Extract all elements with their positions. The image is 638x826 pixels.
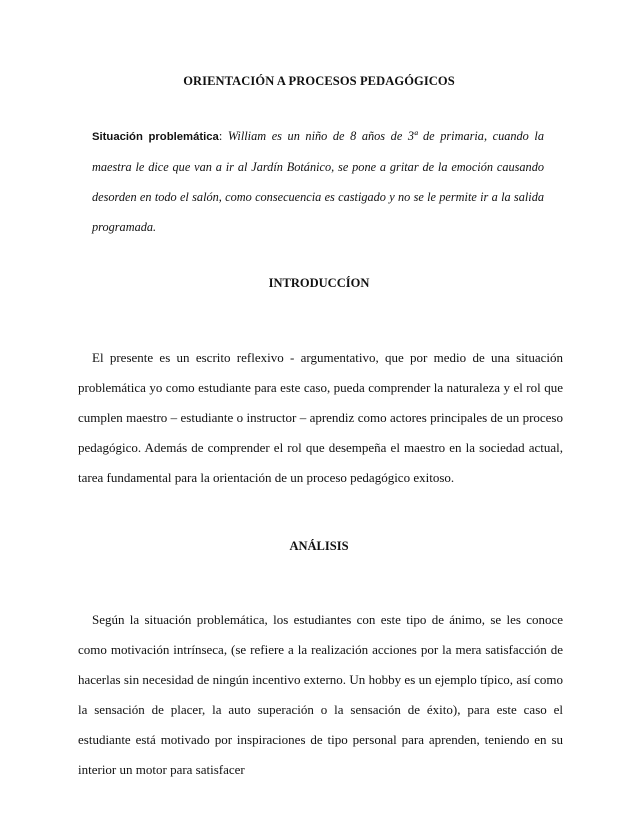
introduction-paragraph: El presente es un escrito reflexivo - argumentativo, que por medio de una situación problemática yo como estudiante para este caso, pueda comprender la naturaleza y el rol que cumplen maestro – estudiante o instructor – aprendiz como actores principales de un proceso pedagógico. Además de comprender el rol que desempeña el maestro en la sociedad actual, tarea fundamental para la orientación de un proceso pedagógico exitoso. <box>78 350 563 485</box>
introduction-heading: INTRODUCCÍON <box>268 276 370 290</box>
problem-text: William es un niño de 8 años de 3ª de primaria, cuando la maestra le dice que van a ir al Jardín Botánico, se pone a gritar de la emoción causando desorden en todo el salón, como consecuencia es castigado y no se le permite ir a la salida programada. <box>92 129 544 234</box>
problem-statement <box>92 121 544 242</box>
analysis-heading: ANÁLISIS <box>289 539 349 553</box>
analysis-paragraph: Según la situación problemática, los estudiantes con este tipo de ánimo, se les conoce como motivación intrínseca, (se refiere a la realización acciones por la mera satisfacción de hacerlas sin necesidad de ningún incentivo externo. Un hobby es un ejemplo típico, así como la sensación de placer, la auto superación o la sensación de éxito), para este caso el estudiante está motivado por inspiraciones de tipo personal para aprenden, teniendo en su interior un motor para satisfacer <box>78 612 563 777</box>
problem-label: Situación problemática <box>92 131 219 143</box>
document-title: ORIENTACIÓN A PROCESOS PEDAGÓGICOS <box>183 74 455 88</box>
problem-colon: : <box>218 129 228 143</box>
